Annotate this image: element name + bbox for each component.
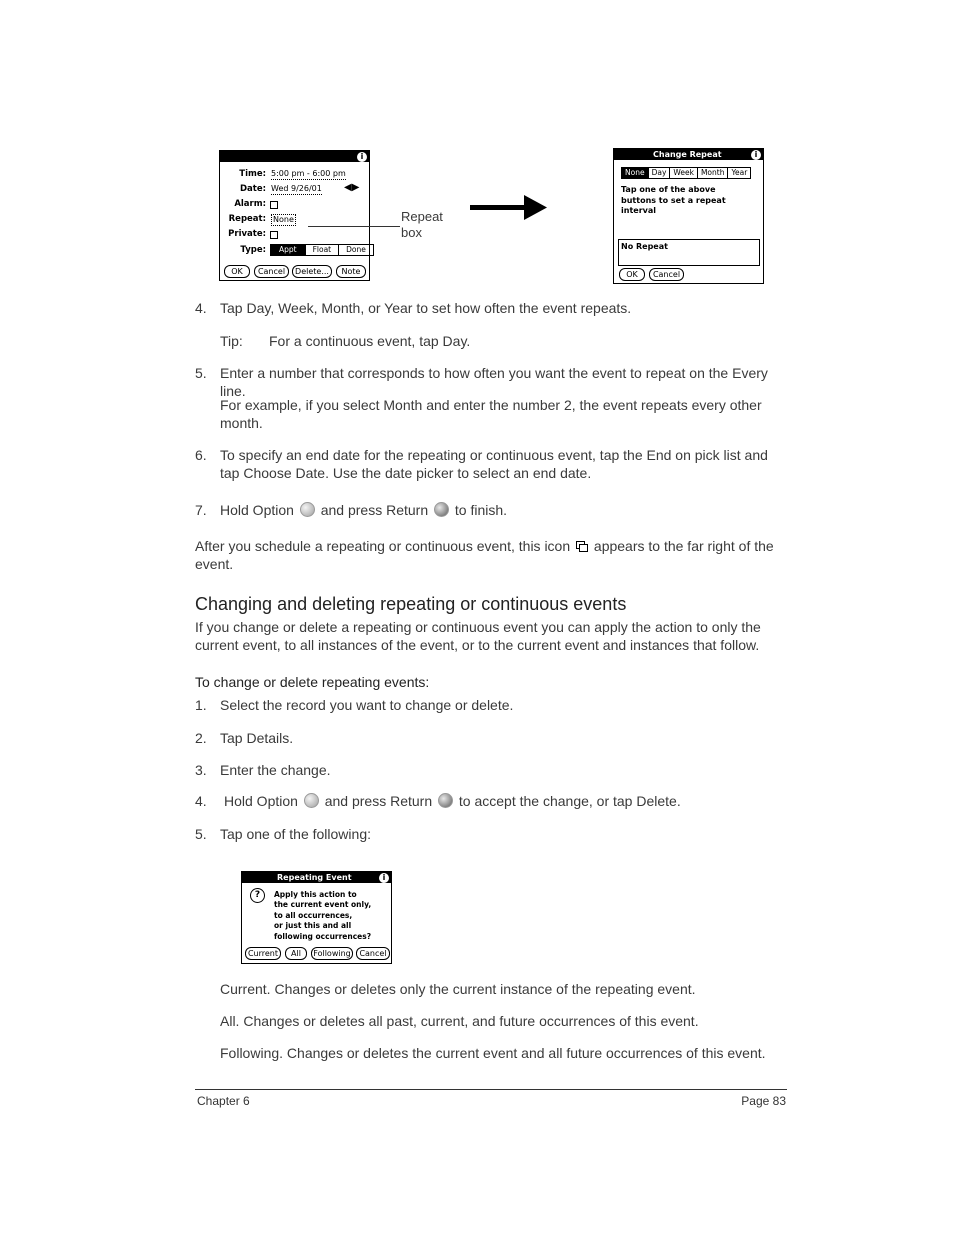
note-button[interactable]: Note	[336, 265, 366, 278]
event-details-screenshot	[219, 150, 370, 281]
current-button[interactable]: Current	[245, 947, 281, 960]
step-number: 2.	[195, 730, 207, 746]
step-b4-post: to accept the change, or tap Delete.	[458, 793, 681, 809]
step-number: 5.	[195, 826, 207, 842]
return-key-icon	[434, 502, 449, 517]
status-text: No Repeat	[621, 242, 668, 251]
tip-text: For a continuous event, tap Day.	[269, 333, 471, 349]
step-number: 7.	[195, 502, 207, 518]
dialog-message: Apply this action to the current event only, to all occurrences, or just this and all following occurrences?	[274, 890, 372, 941]
private-checkbox[interactable]	[270, 231, 278, 239]
step-6-text: To specify an end date for the repeating or continuous event, tap the End on pick list and tap Choose Date. Use the date picker to select an end date.	[220, 447, 768, 481]
example-text: For example, if you select Month and enter the number 2, the event repeats every other month.	[220, 397, 762, 431]
label-time: Time:	[239, 169, 266, 179]
step-b4-mid: and press Return	[324, 793, 433, 809]
step-b2-text: Tap Details.	[220, 730, 294, 746]
type-selector[interactable]	[270, 244, 374, 256]
option-key-icon	[304, 793, 319, 808]
question-icon: ?	[250, 888, 265, 903]
repeating-event-screenshot	[241, 871, 392, 964]
arrow-right-icon	[470, 195, 548, 221]
following-button[interactable]: Following	[311, 947, 353, 960]
type-float[interactable]: Float	[305, 245, 339, 255]
after-text	[195, 537, 787, 573]
after-pre: After you schedule a repeating or continuous event, this icon	[195, 538, 571, 554]
option-following: Following. Changes or deletes the current event and all future occurrences of this event.	[220, 1045, 766, 1061]
cancel-button[interactable]: Cancel	[356, 947, 390, 960]
step-7-pre: Hold Option	[220, 502, 294, 518]
ok-button[interactable]: OK	[224, 265, 250, 278]
status-box	[618, 239, 760, 266]
callout-line	[308, 226, 400, 227]
cancel-button[interactable]: Cancel	[649, 268, 684, 281]
tab-day[interactable]: Day	[648, 168, 670, 178]
subheading: To change or delete repeating events:	[195, 674, 430, 690]
option-all: All. Changes or deletes all past, current, and future occurrences of this event.	[220, 1013, 699, 1029]
after-post: appears to the far right of the event.	[195, 538, 774, 572]
label-alarm: Alarm:	[234, 199, 266, 209]
step-b1-text: Select the record you want to change or delete.	[220, 697, 514, 713]
repeat-field[interactable]: None	[273, 215, 294, 224]
all-button[interactable]: All	[285, 947, 307, 960]
tab-year[interactable]: Year	[727, 168, 750, 178]
cancel-button[interactable]: Cancel	[254, 265, 289, 278]
step-b4-pre: Hold Option	[224, 793, 298, 809]
title-bar	[220, 151, 369, 162]
step-b3-text: Enter the change.	[220, 762, 331, 778]
tab-week[interactable]: Week	[669, 168, 697, 178]
step-7-text	[220, 501, 780, 519]
info-icon: i	[751, 150, 761, 160]
type-appt[interactable]: Appt	[271, 245, 305, 255]
repeat-event-icon	[576, 541, 588, 552]
footer-chapter: Chapter 6	[197, 1094, 250, 1108]
intro-text: If you change or delete a repeating or continuous event you can apply the action to only the current event, to all instances of the event, or to the current event and instances that follow.	[195, 619, 761, 653]
step-7-post: to finish.	[454, 502, 508, 518]
section-heading: Changing and deleting repeating or continuous events	[195, 594, 627, 614]
tab-none[interactable]: None	[622, 168, 648, 178]
info-icon: i	[379, 873, 389, 883]
return-key-icon	[438, 793, 453, 808]
change-repeat-screenshot	[613, 148, 764, 284]
alarm-checkbox[interactable]	[270, 201, 278, 209]
time-field[interactable]: 5:00 pm - 6:00 pm	[271, 169, 346, 178]
step-number: 4.	[195, 300, 207, 316]
step-4-text: Tap Day, Week, Month, or Year to set how often the event repeats.	[220, 300, 632, 316]
callout-label: Repeat box	[401, 209, 443, 240]
option-current: Current. Changes or deletes only the current instance of the repeating event.	[220, 981, 696, 997]
step-number: 5.	[195, 365, 207, 381]
label-type: Type:	[240, 245, 266, 255]
footer-page: Page 83	[741, 1094, 786, 1108]
dialog-title: Repeating Event	[272, 872, 357, 883]
step-number: 4.	[195, 793, 207, 809]
label-private: Private:	[228, 229, 266, 239]
step-number: 1.	[195, 697, 207, 713]
footer-rule	[195, 1089, 787, 1090]
delete-button[interactable]: Delete...	[292, 265, 332, 278]
step-b4-text	[224, 792, 784, 810]
label-date: Date:	[239, 184, 266, 194]
dialog-title: Change Repeat	[648, 149, 727, 160]
date-arrows-icon[interactable]: ◀▶	[344, 182, 360, 193]
label-repeat: Repeat:	[228, 214, 266, 224]
option-key-icon	[300, 502, 315, 517]
step-7-mid: and press Return	[320, 502, 429, 518]
step-5-text: Enter a number that corresponds to how often you want the event to repeat on the Every line.	[220, 365, 768, 399]
ok-button[interactable]: OK	[619, 268, 645, 281]
step-number: 3.	[195, 762, 207, 778]
instruction-text: Tap one of the above buttons to set a repeat interval	[621, 185, 726, 215]
info-icon: i	[357, 152, 367, 162]
date-field[interactable]: Wed 9/26/01	[271, 184, 322, 193]
step-number: 6.	[195, 447, 207, 463]
tip-label: Tip:	[220, 333, 243, 349]
tab-month[interactable]: Month	[697, 168, 728, 178]
step-b5-text: Tap one of the following:	[220, 826, 371, 842]
type-done[interactable]: Done	[338, 245, 373, 255]
repeat-tabs[interactable]	[621, 167, 751, 179]
